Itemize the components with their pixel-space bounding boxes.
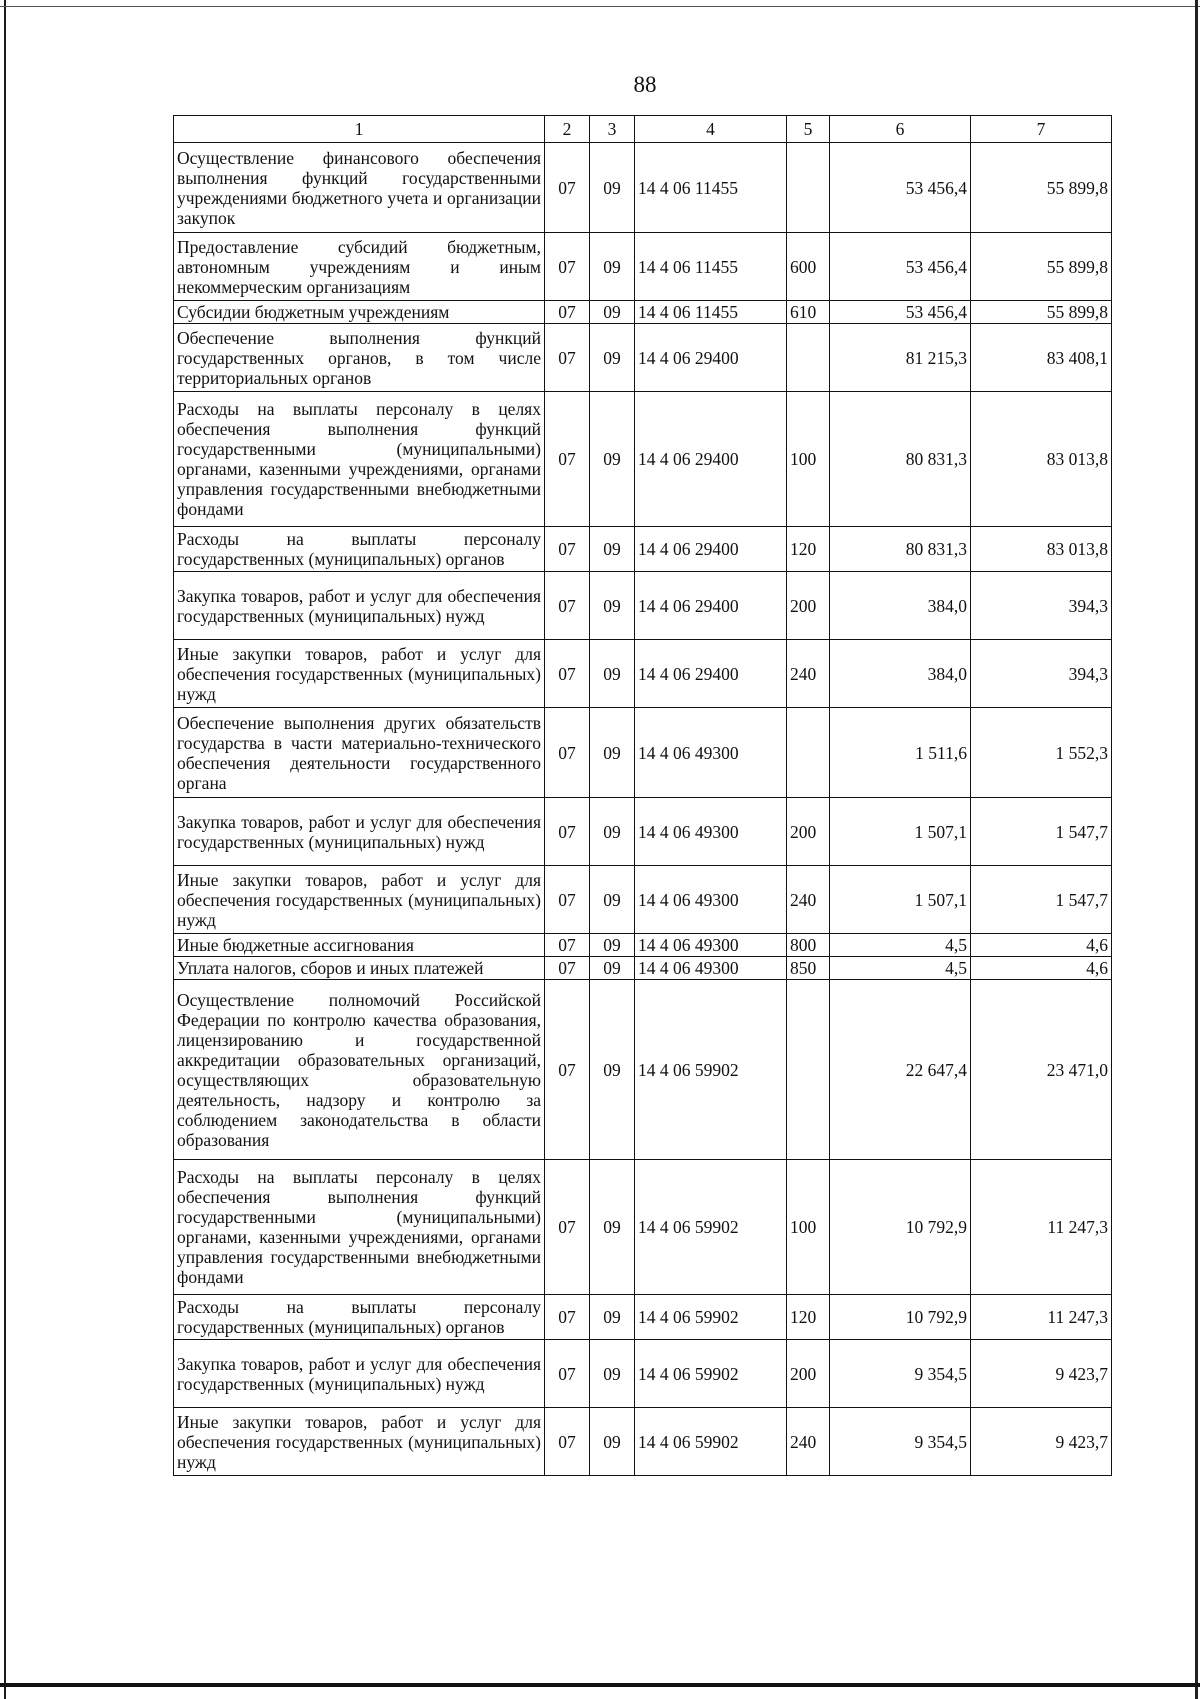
expense-type-code: 120: [787, 527, 830, 572]
expense-type-code: 240: [787, 1408, 830, 1476]
subsection-code: 09: [590, 980, 635, 1160]
table-row: [174, 957, 1112, 980]
subsection-code: 09: [590, 392, 635, 527]
amount-column-6: 10 792,9: [830, 1295, 971, 1340]
table-row: [174, 143, 1112, 233]
amount-column-7: 23 471,0: [971, 980, 1112, 1160]
expense-name: Закупка товаров, работ и услуг для обеспечения государственных (муниципальных) нужд: [174, 1340, 545, 1408]
expense-type-code: 240: [787, 640, 830, 708]
expense-type-code: 120: [787, 1295, 830, 1340]
subsection-code: 09: [590, 1295, 635, 1340]
subsection-code: 09: [590, 708, 635, 798]
amount-column-7: 394,3: [971, 640, 1112, 708]
amount-column-7: 4,6: [971, 957, 1112, 980]
target-article-code: 14 4 06 59902: [635, 980, 787, 1160]
table-row: [174, 301, 1112, 324]
amount-column-7: 83 408,1: [971, 324, 1112, 392]
expense-name: Иные закупки товаров, работ и услуг для обеспечения государственных (муниципальных) нужд: [174, 866, 545, 934]
amount-column-6: 80 831,3: [830, 527, 971, 572]
amount-column-6: 1 507,1: [830, 866, 971, 934]
subsection-code: 09: [590, 233, 635, 301]
subsection-code: 09: [590, 866, 635, 934]
table-body: [174, 143, 1112, 1476]
subsection-code: 09: [590, 1340, 635, 1408]
scan-edge-bottom: [0, 1683, 1200, 1687]
amount-column-6: 53 456,4: [830, 233, 971, 301]
section-code: 07: [545, 980, 590, 1160]
amount-column-6: 80 831,3: [830, 392, 971, 527]
expense-type-code: 200: [787, 798, 830, 866]
amount-column-6: 10 792,9: [830, 1160, 971, 1295]
expense-name: Осуществление полномочий Российской Федерации по контролю качества образования, лицензированию и государственной аккредитации образовательных организаций, осуществляющих образовательную деятельность, надзору и контролю за соблюдением законодательства в области образования: [174, 980, 545, 1160]
section-code: 07: [545, 1160, 590, 1295]
expense-type-code: 100: [787, 1160, 830, 1295]
section-code: 07: [545, 866, 590, 934]
amount-column-7: 55 899,8: [971, 143, 1112, 233]
target-article-code: 14 4 06 59902: [635, 1295, 787, 1340]
amount-column-7: 394,3: [971, 572, 1112, 640]
column-header-2: 2: [545, 116, 590, 143]
section-code: 07: [545, 527, 590, 572]
amount-column-7: 83 013,8: [971, 527, 1112, 572]
target-article-code: 14 4 06 49300: [635, 708, 787, 798]
amount-column-6: 9 354,5: [830, 1408, 971, 1476]
target-article-code: 14 4 06 49300: [635, 798, 787, 866]
expense-name: Иные закупки товаров, работ и услуг для обеспечения государственных (муниципальных) нужд: [174, 640, 545, 708]
target-article-code: 14 4 06 11455: [635, 233, 787, 301]
expense-type-code: 100: [787, 392, 830, 527]
expense-name: Уплата налогов, сборов и иных платежей: [174, 957, 545, 980]
subsection-code: 09: [590, 143, 635, 233]
table-row: [174, 1340, 1112, 1408]
target-article-code: 14 4 06 29400: [635, 640, 787, 708]
column-header-3: 3: [590, 116, 635, 143]
amount-column-6: 9 354,5: [830, 1340, 971, 1408]
expense-type-code: 800: [787, 934, 830, 957]
section-code: 07: [545, 392, 590, 527]
target-article-code: 14 4 06 59902: [635, 1160, 787, 1295]
target-article-code: 14 4 06 11455: [635, 301, 787, 324]
target-article-code: 14 4 06 59902: [635, 1340, 787, 1408]
subsection-code: 09: [590, 1408, 635, 1476]
target-article-code: 14 4 06 29400: [635, 392, 787, 527]
amount-column-6: 1 507,1: [830, 798, 971, 866]
column-header-4: 4: [635, 116, 787, 143]
amount-column-6: 4,5: [830, 934, 971, 957]
expense-name: Обеспечение выполнения функций государственных органов, в том числе территориальных органов: [174, 324, 545, 392]
subsection-code: 09: [590, 934, 635, 957]
subsection-code: 09: [590, 640, 635, 708]
amount-column-7: 11 247,3: [971, 1160, 1112, 1295]
amount-column-7: 1 547,7: [971, 798, 1112, 866]
section-code: 07: [545, 301, 590, 324]
column-header-5: 5: [787, 116, 830, 143]
subsection-code: 09: [590, 957, 635, 980]
section-code: 07: [545, 143, 590, 233]
target-article-code: 14 4 06 49300: [635, 934, 787, 957]
expense-type-code: 610: [787, 301, 830, 324]
table-row: [174, 324, 1112, 392]
table-row: [174, 527, 1112, 572]
target-article-code: 14 4 06 49300: [635, 866, 787, 934]
expense-name: Закупка товаров, работ и услуг для обеспечения государственных (муниципальных) нужд: [174, 798, 545, 866]
expense-name: Расходы на выплаты персоналу государственных (муниципальных) органов: [174, 527, 545, 572]
amount-column-6: 4,5: [830, 957, 971, 980]
section-code: 07: [545, 1408, 590, 1476]
scan-edge-left: [4, 0, 6, 1699]
expense-type-code: 850: [787, 957, 830, 980]
subsection-code: 09: [590, 324, 635, 392]
expense-name: Иные закупки товаров, работ и услуг для обеспечения государственных (муниципальных) нужд: [174, 1408, 545, 1476]
target-article-code: 14 4 06 11455: [635, 143, 787, 233]
expense-type-code: 240: [787, 866, 830, 934]
scan-edge-top: [0, 6, 1200, 7]
page-number: 88: [633, 72, 657, 97]
table-row: [174, 1295, 1112, 1340]
amount-column-7: 1 547,7: [971, 866, 1112, 934]
expense-name: Предоставление субсидий бюджетным, автономным учреждениям и иным некоммерческим организациям: [174, 233, 545, 301]
target-article-code: 14 4 06 29400: [635, 572, 787, 640]
expense-type-code: [787, 708, 830, 798]
amount-column-7: 9 423,7: [971, 1408, 1112, 1476]
section-code: 07: [545, 798, 590, 866]
table-row: [174, 934, 1112, 957]
column-header-1: 1: [174, 116, 545, 143]
expense-name: Расходы на выплаты персоналу государственных (муниципальных) органов: [174, 1295, 545, 1340]
table-row: [174, 866, 1112, 934]
amount-column-7: 11 247,3: [971, 1295, 1112, 1340]
expense-name: Обеспечение выполнения других обязательств государства в части материально-технического обеспечения деятельности государственного органа: [174, 708, 545, 798]
table-header-row: [174, 116, 1112, 143]
budget-table: [173, 115, 1112, 1476]
amount-column-6: 53 456,4: [830, 301, 971, 324]
expense-type-code: 600: [787, 233, 830, 301]
amount-column-6: 81 215,3: [830, 324, 971, 392]
section-code: 07: [545, 233, 590, 301]
amount-column-7: 55 899,8: [971, 233, 1112, 301]
expense-name: Осуществление финансового обеспечения выполнения функций государственными учреждениями бюджетного учета и организации закупок: [174, 143, 545, 233]
expense-type-code: [787, 324, 830, 392]
section-code: 07: [545, 1340, 590, 1408]
expense-name: Расходы на выплаты персоналу в целях обеспечения выполнения функций государственными (муниципальными) органами, казенными учреждениями, органами управления государственными внебюджетными фондами: [174, 392, 545, 527]
table-row: [174, 798, 1112, 866]
section-code: 07: [545, 1295, 590, 1340]
subsection-code: 09: [590, 798, 635, 866]
subsection-code: 09: [590, 1160, 635, 1295]
expense-type-code: 200: [787, 1340, 830, 1408]
amount-column-7: 83 013,8: [971, 392, 1112, 527]
expense-name: Расходы на выплаты персоналу в целях обеспечения выполнения функций государственными (муниципальными) органами, казенными учреждениями, органами управления государственными внебюджетными фондами: [174, 1160, 545, 1295]
amount-column-7: 9 423,7: [971, 1340, 1112, 1408]
section-code: 07: [545, 572, 590, 640]
table-row: [174, 392, 1112, 527]
target-article-code: 14 4 06 29400: [635, 324, 787, 392]
expense-type-code: 200: [787, 572, 830, 640]
amount-column-6: 22 647,4: [830, 980, 971, 1160]
table-row: [174, 980, 1112, 1160]
amount-column-6: 384,0: [830, 640, 971, 708]
scan-edge-right: [1195, 0, 1198, 1699]
expense-name: Иные бюджетные ассигнования: [174, 934, 545, 957]
expense-type-code: [787, 143, 830, 233]
expense-type-code: [787, 980, 830, 1160]
table-row: [174, 233, 1112, 301]
amount-column-7: 55 899,8: [971, 301, 1112, 324]
amount-column-6: 1 511,6: [830, 708, 971, 798]
column-header-7: 7: [971, 116, 1112, 143]
target-article-code: 14 4 06 49300: [635, 957, 787, 980]
subsection-code: 09: [590, 527, 635, 572]
amount-column-6: 384,0: [830, 572, 971, 640]
table-row: [174, 640, 1112, 708]
table-row: [174, 708, 1112, 798]
target-article-code: 14 4 06 29400: [635, 527, 787, 572]
expense-name: Субсидии бюджетным учреждениям: [174, 301, 545, 324]
amount-column-7: 1 552,3: [971, 708, 1112, 798]
section-code: 07: [545, 708, 590, 798]
section-code: 07: [545, 640, 590, 708]
table-row: [174, 572, 1112, 640]
amount-column-6: 53 456,4: [830, 143, 971, 233]
section-code: 07: [545, 324, 590, 392]
column-header-6: 6: [830, 116, 971, 143]
section-code: 07: [545, 957, 590, 980]
subsection-code: 09: [590, 301, 635, 324]
table-row: [174, 1160, 1112, 1295]
table-row: [174, 1408, 1112, 1476]
expense-name: Закупка товаров, работ и услуг для обеспечения государственных (муниципальных) нужд: [174, 572, 545, 640]
section-code: 07: [545, 934, 590, 957]
target-article-code: 14 4 06 59902: [635, 1408, 787, 1476]
amount-column-7: 4,6: [971, 934, 1112, 957]
subsection-code: 09: [590, 572, 635, 640]
